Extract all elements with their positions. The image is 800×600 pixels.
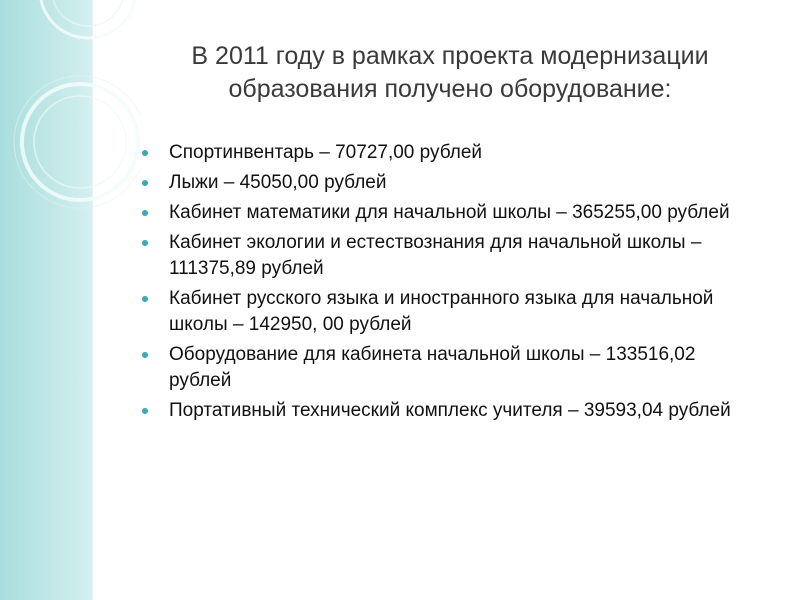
bullet-icon xyxy=(142,408,148,414)
list-item xyxy=(138,200,758,226)
equipment-list xyxy=(138,140,758,428)
decorative-side-panel xyxy=(0,0,89,600)
bullet-icon xyxy=(142,180,148,186)
list-item xyxy=(138,342,758,394)
list-item xyxy=(138,170,758,196)
slide-title-line-2: образования получено оборудование: xyxy=(228,75,672,103)
list-item-text: Кабинет математики для начальной школы – 365255,00 рублей xyxy=(169,202,730,223)
list-item xyxy=(138,398,758,424)
list-item-text: Спортинвентарь – 70727,00 рублей xyxy=(169,142,483,163)
list-item xyxy=(138,140,758,166)
bullet-icon xyxy=(142,210,148,216)
decorative-edge xyxy=(92,0,93,600)
list-item xyxy=(138,230,758,282)
bullet-icon xyxy=(142,296,148,302)
slide-title xyxy=(150,40,750,106)
list-item-text: Оборудование для кабинета начальной школы – 133516,02 рублей xyxy=(169,344,696,391)
bullet-icon xyxy=(142,240,148,246)
bullet-icon xyxy=(142,150,148,156)
list-item-text: Кабинет русского языка и иностранного языка для начальной школы – 142950, 00 рублей xyxy=(169,288,714,335)
bullet-icon xyxy=(142,352,148,358)
list-item-text: Кабинет экологии и естествознания для начальной школы – 111375,89 рублей xyxy=(169,232,702,279)
slide-title-line-1: В 2011 году в рамках проекта модернизации xyxy=(191,42,709,70)
list-item-text: Портативный технический комплекс учителя – 39593,04 рублей xyxy=(169,400,731,421)
list-item-text: Лыжи – 45050,00 рублей xyxy=(169,172,387,193)
list-item xyxy=(138,286,758,338)
